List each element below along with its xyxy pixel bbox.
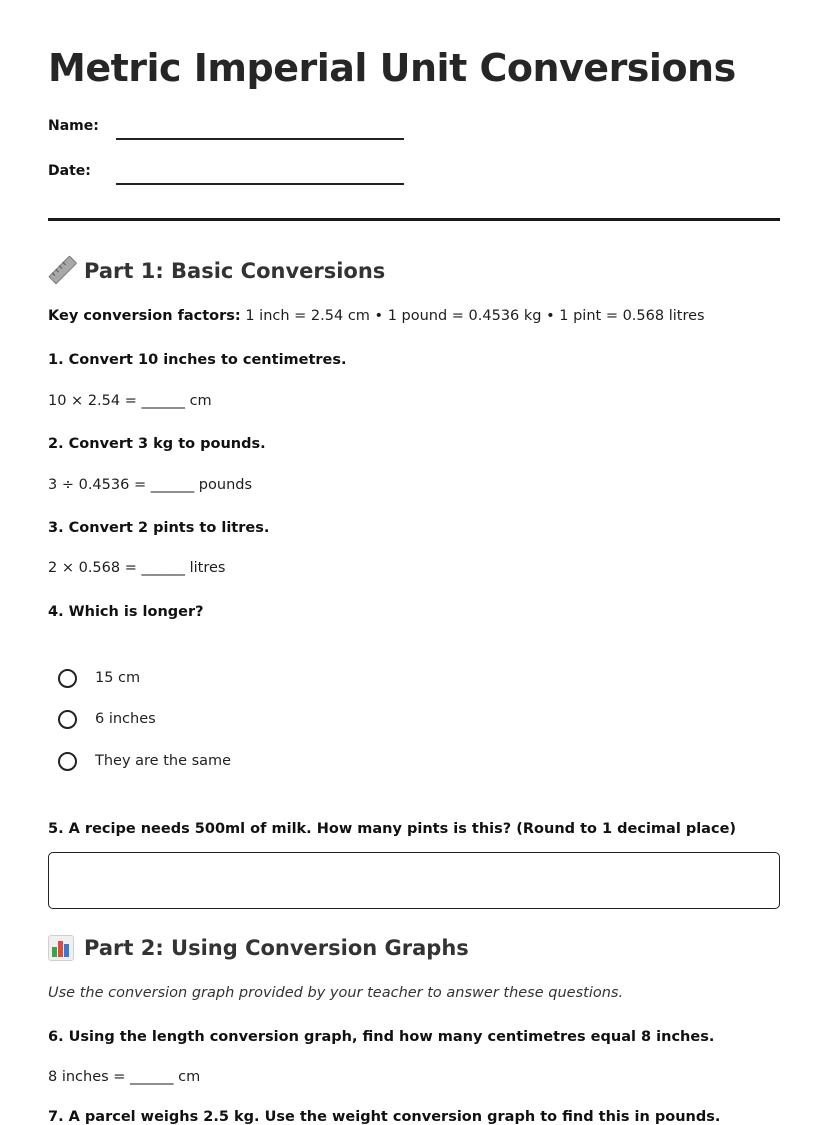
radio-button[interactable] — [58, 752, 77, 771]
name-label: Name: — [48, 118, 99, 134]
radio-button[interactable] — [58, 710, 77, 729]
date-field[interactable] — [48, 163, 408, 193]
question-3-work: 2 × 0.568 = ______ litres — [48, 560, 226, 576]
date-label: Date: — [48, 163, 91, 179]
question-2: 2. Convert 3 kg to pounds. — [48, 436, 266, 452]
question-2-work: 3 ÷ 0.4536 = ______ pounds — [48, 477, 253, 493]
key-factors — [48, 308, 705, 324]
question-6: 6. Using the length conversion graph, find how many centimetres equal 8 inches. — [48, 1029, 715, 1045]
name-input-line[interactable] — [116, 138, 404, 140]
option-15cm[interactable] — [58, 665, 140, 691]
question-1: 1. Convert 10 inches to centimetres. — [48, 352, 347, 368]
option-6-inches[interactable] — [58, 706, 156, 732]
radio-button[interactable] — [58, 669, 77, 688]
question-5-answer-box[interactable] — [48, 852, 780, 909]
key-factors-label: Key conversion factors: — [48, 308, 241, 324]
part2-heading — [48, 935, 469, 961]
option-label: 6 inches — [95, 711, 156, 727]
part1-heading — [48, 258, 385, 284]
question-7: 7. A parcel weighs 2.5 kg. Use the weight conversion graph to find this in pounds. — [48, 1109, 721, 1125]
option-label: They are the same — [95, 753, 232, 769]
header-divider — [48, 218, 780, 221]
part2-instructions: Use the conversion graph provided by your teacher to answer these questions. — [48, 985, 624, 1001]
part2-heading-text: Part 2: Using Conversion Graphs — [84, 936, 469, 960]
key-factors-text: 1 inch = 2.54 cm • 1 pound = 0.4536 kg • 1 pint = 0.568 litres — [240, 308, 705, 324]
page-title: Metric Imperial Unit Conversions — [48, 46, 736, 90]
part1-heading-text: Part 1: Basic Conversions — [84, 259, 386, 283]
question-1-work: 10 × 2.54 = ______ cm — [48, 393, 212, 409]
bar-chart-icon — [48, 935, 74, 961]
date-input-line[interactable] — [116, 183, 404, 185]
name-field[interactable] — [48, 118, 408, 148]
option-label: 15 cm — [95, 670, 141, 686]
question-5: 5. A recipe needs 500ml of milk. How many pints is this? (Round to 1 decimal place) — [48, 821, 737, 837]
option-same[interactable] — [58, 748, 231, 774]
ruler-icon — [43, 253, 80, 290]
question-4: 4. Which is longer? — [48, 604, 204, 620]
question-3: 3. Convert 2 pints to litres. — [48, 520, 270, 536]
question-6-work: 8 inches = ______ cm — [48, 1069, 201, 1085]
